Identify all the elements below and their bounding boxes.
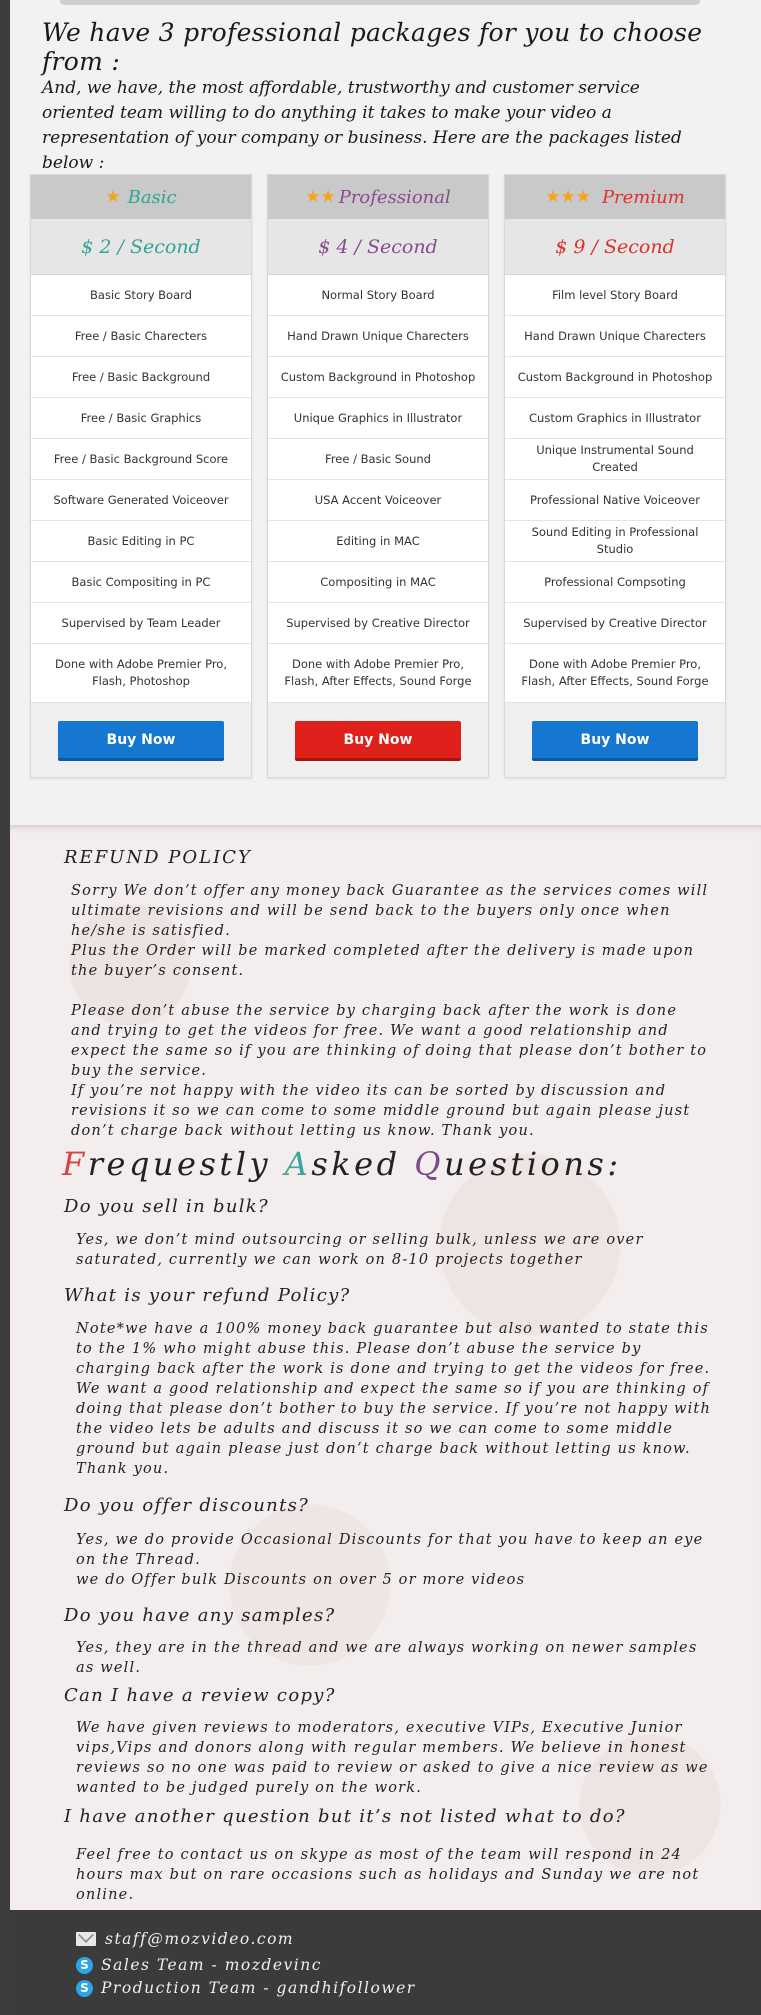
star-icon: ★★ (305, 187, 336, 207)
feature-item: Free / Basic Background (31, 357, 251, 398)
packages-section (10, 0, 761, 825)
feature-item: Basic Story Board (31, 275, 251, 316)
skype-icon: S (76, 1957, 93, 1974)
feature-item: Film level Story Board (505, 275, 725, 316)
feature-list (31, 275, 251, 703)
star-icon: ★ (105, 187, 121, 207)
packages-headline: We have 3 professional packages for you to choose from : (42, 18, 703, 76)
package-premium (504, 174, 726, 778)
package-professional (267, 174, 489, 778)
faq-answer: we do Offer bulk Discounts on over 5 or more videos (76, 1572, 526, 1588)
feature-item: Compositing in MAC (268, 562, 488, 603)
feature-item: Custom Background in Photoshop (268, 357, 488, 398)
faq-question: Do you have any samples? (64, 1605, 336, 1626)
feature-item: Free / Basic Charecters (31, 316, 251, 357)
refund-paragraph: Plus the Order will be marked completed after the delivery is made upon the buyer’s consent. (71, 943, 695, 979)
faq-question: What is your refund Policy? (64, 1285, 351, 1306)
feature-item: Done with Adobe Premier Pro, Flash, After Effects, Sound Forge (268, 644, 488, 703)
package-name: Basic (127, 186, 177, 208)
packages-intro: And, we have, the most affordable, trustworthy and customer service oriented team willing to do anything it takes to make your video a representation of your company or business. Here are the packages listed below : (42, 78, 682, 173)
mail-icon (76, 1932, 96, 1946)
feature-item: Hand Drawn Unique Charecters (505, 316, 725, 357)
faq-question: Do you offer discounts? (64, 1495, 310, 1516)
star-icon: ★★★ (545, 187, 591, 207)
faq-answer: Yes, we do provide Occasional Discounts for that you have to keep an eye on the Thread. (76, 1532, 704, 1568)
feature-item: Supervised by Creative Director (268, 603, 488, 644)
refund-policy-title: REFUND POLICY (64, 847, 252, 868)
feature-item: Free / Basic Background Score (31, 439, 251, 480)
feature-item: Unique Instrumental Sound Created (505, 439, 725, 480)
feature-item: Custom Background in Photoshop (505, 357, 725, 398)
faq-answer: Feel free to contact us on skype as most of the team will respond in 24 hours max but on rare occasions such as holidays and Sunday we are not online. (76, 1847, 700, 1903)
feature-item: Custom Graphics in Illustrator (505, 398, 725, 439)
faq-title: Frequestly Asked Questions: (62, 1145, 622, 1183)
buy-now-button-premium[interactable]: Buy Now (532, 721, 698, 761)
package-price: $ 2 / Second (31, 219, 251, 275)
feature-item: Basic Editing in PC (31, 521, 251, 562)
feature-item: Software Generated Voiceover (31, 480, 251, 521)
buy-wrap (31, 703, 251, 779)
buy-now-button-basic[interactable]: Buy Now (58, 721, 224, 761)
feature-item: Done with Adobe Premier Pro, Flash, Photoshop (31, 644, 251, 703)
feature-item: Sound Editing in Professional Studio (505, 521, 725, 562)
policy-faq-section (10, 825, 761, 1910)
feature-item: Normal Story Board (268, 275, 488, 316)
footer-production-row (76, 1979, 416, 1997)
package-price: $ 4 / Second (268, 219, 488, 275)
faq-answer: Note*we have a 100% money back guarantee but also wanted to state this to the 1% who might abuse this. Please don’t abuse the service by charging back after the work is done and trying to get the videos for free. We want a good relationship and expect the same so if you are thinking of doing that please don’t bother to buy the service. If you’re not happy with the video lets be adults and discuss it so we can come to some middle ground but again please just don’t charge back without letting us know. Thank you. (76, 1321, 712, 1477)
feature-item: USA Accent Voiceover (268, 480, 488, 521)
feature-list (505, 275, 725, 703)
package-name: Premium (601, 186, 685, 208)
buy-wrap (505, 703, 725, 779)
faq-question: Can I have a review copy? (64, 1685, 336, 1706)
feature-item: Basic Compositing in PC (31, 562, 251, 603)
feature-item: Professional Compsoting (505, 562, 725, 603)
package-header (268, 175, 488, 219)
refund-paragraph: If you’re not happy with the video its can be sorted by discussion and revisions it so we can come to some middle ground but again please just don’t charge back without letting us know. Thank you. (71, 1083, 691, 1139)
refund-paragraph: Please don’t abuse the service by charging back after the work is done and trying to get the videos for free. We want a good relationship and expect the same so if you are thinking of doing that please don’t bother to buy the service. (71, 1003, 708, 1079)
faq-answer: Yes, they are in the thread and we are always working on newer samples as well. (76, 1640, 698, 1676)
footer-sales[interactable]: Sales Team - mozdevinc (101, 1956, 322, 1974)
feature-item: Professional Native Voiceover (505, 480, 725, 521)
faq-question: Do you sell in bulk? (64, 1196, 269, 1217)
top-divider (60, 0, 700, 5)
skype-icon: S (76, 1980, 93, 1997)
package-price: $ 9 / Second (505, 219, 725, 275)
contact-footer (10, 1910, 761, 2015)
feature-item: Free / Basic Graphics (31, 398, 251, 439)
faq-answer: Yes, we don’t mind outsourcing or selling bulk, unless we are over saturated, currently we can work on 8-10 projects together (76, 1232, 644, 1268)
feature-item: Unique Graphics in Illustrator (268, 398, 488, 439)
feature-item: Hand Drawn Unique Charecters (268, 316, 488, 357)
buy-now-button-professional[interactable]: Buy Now (295, 721, 461, 761)
feature-item: Done with Adobe Premier Pro, Flash, After Effects, Sound Forge (505, 644, 725, 703)
feature-item: Editing in MAC (268, 521, 488, 562)
footer-email-row (76, 1930, 294, 1948)
left-edge-bar (0, 0, 10, 2015)
package-header (505, 175, 725, 219)
feature-item: Supervised by Team Leader (31, 603, 251, 644)
feature-list (268, 275, 488, 703)
footer-email[interactable]: staff@mozvideo.com (105, 1930, 295, 1948)
package-name: Professional (338, 186, 451, 208)
package-header (31, 175, 251, 219)
faq-answer: We have given reviews to moderators, executive VIPs, Executive Junior vips,Vips and donors along with regular members. We believe in honest reviews so no one was paid to review or asked to give a nice review as we wanted to be judged purely on the work. (76, 1720, 709, 1796)
feature-item: Free / Basic Sound (268, 439, 488, 480)
faq-question: I have another question but it’s not listed what to do? (64, 1806, 626, 1827)
footer-sales-row (76, 1956, 322, 1974)
footer-production[interactable]: Production Team - gandhifollower (101, 1979, 416, 1997)
buy-wrap (268, 703, 488, 779)
refund-paragraph: Sorry We don’t offer any money back Guarantee as the services comes will ultimate revisions and will be send back to the buyers only once when he/she is satisfied. (71, 883, 709, 939)
package-basic (30, 174, 252, 778)
feature-item: Supervised by Creative Director (505, 603, 725, 644)
